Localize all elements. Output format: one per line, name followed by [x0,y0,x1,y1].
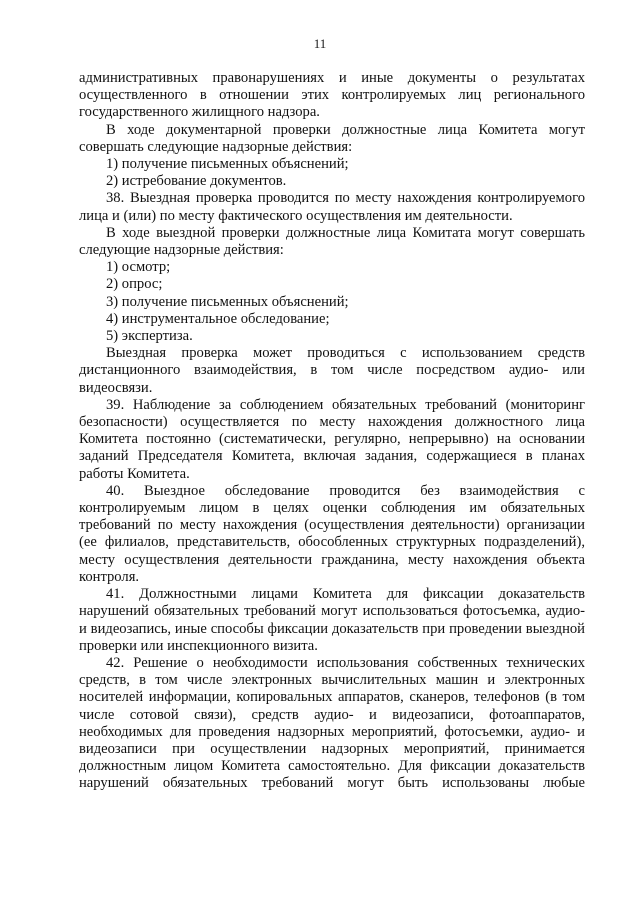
paragraph-field-check-intro: В ходе выездной проверки должностные лица Комитата могут совершать следующие надзорные действия: [79,224,585,259]
list-item-inspection: 1) осмотр; [106,259,171,276]
paragraph-documentary-check-intro: В ходе документарной проверки должностные лица Комитета могут совершать следующие надзорные действия: [79,121,585,155]
paragraph-continuation: административных правонарушениях и иные документы о результатах осуществленного в отношении этих контролируемых лиц регионального государственного жилищного надзора. [79,70,585,121]
list-item-expertise: 5) экспертиза. [106,328,193,345]
paragraph-remote-check: Выездная проверка может проводиться с использованием средств дистанционного взаимодействия, в том числе посредством аудио- или видеосвязи. [79,345,585,396]
list-item-written-explanations: 1) получение письменных объяснений; [106,156,349,173]
paragraph-item-42: 42. Решение о необходимости использования собственных технических средств, в том числе электронных вычислительных машин и электронных носителей информации, копировальных аппаратов, сканеров, телефонов (в том числе сотовой связи), средств аудио- и видеозаписи, фотоаппаратов, необходимых для проведения надзорных мероприятий, фотосъемки, аудио- и видеозаписи при осуществлении надзорных мероприятий, принимается должностным лицом Комитета самостоятельно. Для фиксации доказательств нарушений обязательных требований могут быть использованы любые [79,654,585,792]
list-item-written-explanations-2: 3) получение письменных объяснений; [106,293,349,310]
list-item-interview: 2) опрос; [106,276,163,293]
paragraph-item-38: 38. Выездная проверка проводится по месту нахождения контролируемого лица и (или) по месту фактического осуществления им деятельности. [79,190,585,224]
page-number: 11 [313,36,327,51]
paragraph-item-40: 40. Выездное обследование проводится без взаимодействия с контролируемым лицом в целях оценки соблюдения им обязательных требований по месту нахождения (осуществления деятельности) организации (ее филиалов, представительств, обособленных структурных подразделений), месту осуществления деятельности гражданина, месту нахождения объекта контроля. [79,482,585,585]
paragraph-item-39: 39. Наблюдение за соблюдением обязательных требований (мониторинг безопасности) осуществляется по месту нахождения должностного лица Комитета постоянно (систематически, регулярно, непрерывно) на основании заданий Председателя Комитета, включая задания, содержащиеся в планах работы Комитета. [79,396,585,482]
list-item-document-request: 2) истребование документов. [106,173,287,190]
list-item-instrumental-survey: 4) инструментальное обследование; [106,310,330,327]
document-body [79,70,585,793]
paragraph-item-41: 41. Должностными лицами Комитета для фиксации доказательств нарушений обязательных требований могут использоваться фотосъемка, аудио- и видеозапись, иные способы фиксации доказательств при проведении выездной проверки или инспекционного визита. [79,586,585,654]
